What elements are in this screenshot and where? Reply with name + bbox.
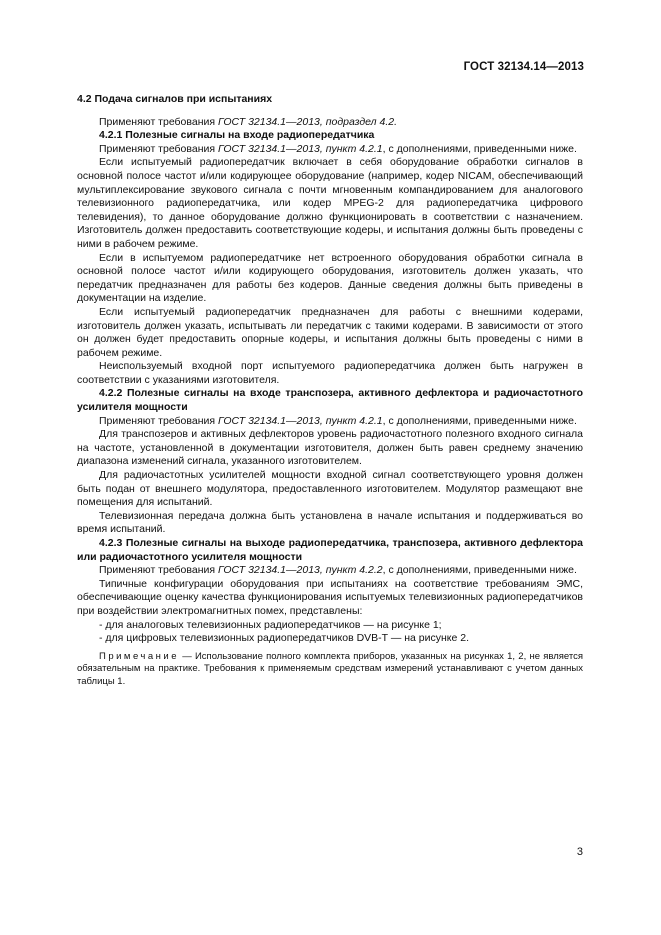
list-item: - для аналоговых телевизионных радиопередатчиков — на рисунке 1; — [99, 618, 442, 631]
paragraph: Для радиочастотных усилителей мощности входной сигнал соответствующего уровня должен быть подан от внешнего модулятора, предоставленного изготовителем. Модулятор размещают вне помещения для испытаний. — [77, 469, 583, 509]
standard-reference: ГОСТ 32134.1—2013, подраздел 4.2. — [217, 115, 397, 128]
section-4-2-1-title: 4.2.1 Полезные сигналы на входе радиопередатчика — [99, 129, 375, 142]
page-number: 3 — [576, 846, 583, 858]
note — [77, 651, 583, 689]
paragraph: Применяют требования ГОСТ 32134.1—2013, подраздел 4.2. — [99, 115, 397, 128]
note-text: — Использование полного комплекта приборов, указанных на рисунках 1, 2, не является обязательным на практике. Требования к применяемым средствам измерений устанавливают с учетом данных таблицы 1. — [77, 650, 583, 687]
paragraph: Телевизионная передача должна быть установлена в начале испытания и поддерживаться во время испытаний. — [77, 509, 583, 536]
section-4-2-3-title: 4.2.3 Полезные сигналы на выходе радиопередатчика, транспозера, активного дефлектора или радиочастотного усилителя мощности — [77, 537, 583, 563]
paragraph: Применяют требования ГОСТ 32134.1—2013, пункт 4.2.2, с дополнениями, приведенными ниже. — [99, 564, 577, 577]
document-id: ГОСТ 32134.14—2013 — [463, 61, 584, 73]
paragraph: Применяют требования ГОСТ 32134.1—2013, пункт 4.2.1, с дополнениями, приведенными ниже. — [99, 414, 577, 427]
note-label: Примечание — [99, 650, 179, 662]
paragraph: Применяют требования ГОСТ 32134.1—2013, пункт 4.2.1, с дополнениями, приведенными ниже. — [99, 142, 577, 155]
paragraph: Если в испытуемом радиопередатчике нет встроенного оборудования обработки сигнала в основной полосе частот и/или кодирующего оборудования, изготовитель должен указать, что передатчик предназначен для работы без кодеров. Данные сведения должны быть приведены в документации на изделие. — [77, 251, 583, 305]
paragraph: Если испытуемый радиопередатчик предназначен для работы с внешними кодерами, изготовитель должен указать, испытывать ли передатчик с такими кодерами. В зависимости от этого он должен будет предоставить опорные кодеры, и испытания должны быть проведены с ними в рабочем режиме. — [77, 305, 583, 359]
standard-reference: ГОСТ 32134.1—2013, пункт 4.2.1 — [217, 142, 383, 155]
paragraph: Неиспользуемый входной порт испытуемого радиопередатчика должен быть нагружен в соответствии с указаниями изготовителя. — [77, 360, 583, 386]
section-4-2-title: 4.2 Подача сигналов при испытаниях — [77, 93, 273, 105]
paragraph: Типичные конфигурации оборудования при испытаниях на соответствие требованиям ЭМС, обеспечивающие оценку качества функционирования испытуемых телевизионных радиопередатчиков при воздействии электромагнитных помех, представлены: — [77, 577, 583, 617]
list-item: - для цифровых телевизионных радиопередатчиков DVB-T — на рисунке 2. — [99, 632, 470, 645]
document-body — [77, 91, 583, 689]
section-4-2-2-title: 4.2.2 Полезные сигналы на входе транспозера, активного дефлектора и радиочастотного усилителя мощности — [77, 387, 583, 414]
standard-reference: ГОСТ 32134.1—2013, пункт 4.2.1 — [217, 414, 383, 427]
standard-reference: ГОСТ 32134.1—2013, пункт 4.2.2 — [217, 564, 383, 577]
paragraph: Для транспозеров и активных дефлекторов уровень радиочастотного полезного входного сигнала на частоте, установленной в документации изготовителя, должен быть равен среднему значению диапазона изменений сигнала, указанного изготовителем. — [77, 428, 583, 468]
paragraph: Если испытуемый радиопередатчик включает в себя оборудование обработки сигналов в основной полосе частот и/или кодирующее оборудование (например, кодер NICAM, обеспечивающий мультиплексирование звукового сигнала с почти мгновенным компандированием для аналогового телевизионного радиопередатчика, или кодер MPEG-2 для радиопередатчика цифрового телевидения), то данное оборудование должно функционировать в соответствии с назначением. Изготовитель должен предоставить соответствующие кодеры, и испытания должны быть проведены с ними в рабочем режиме. — [77, 156, 583, 250]
